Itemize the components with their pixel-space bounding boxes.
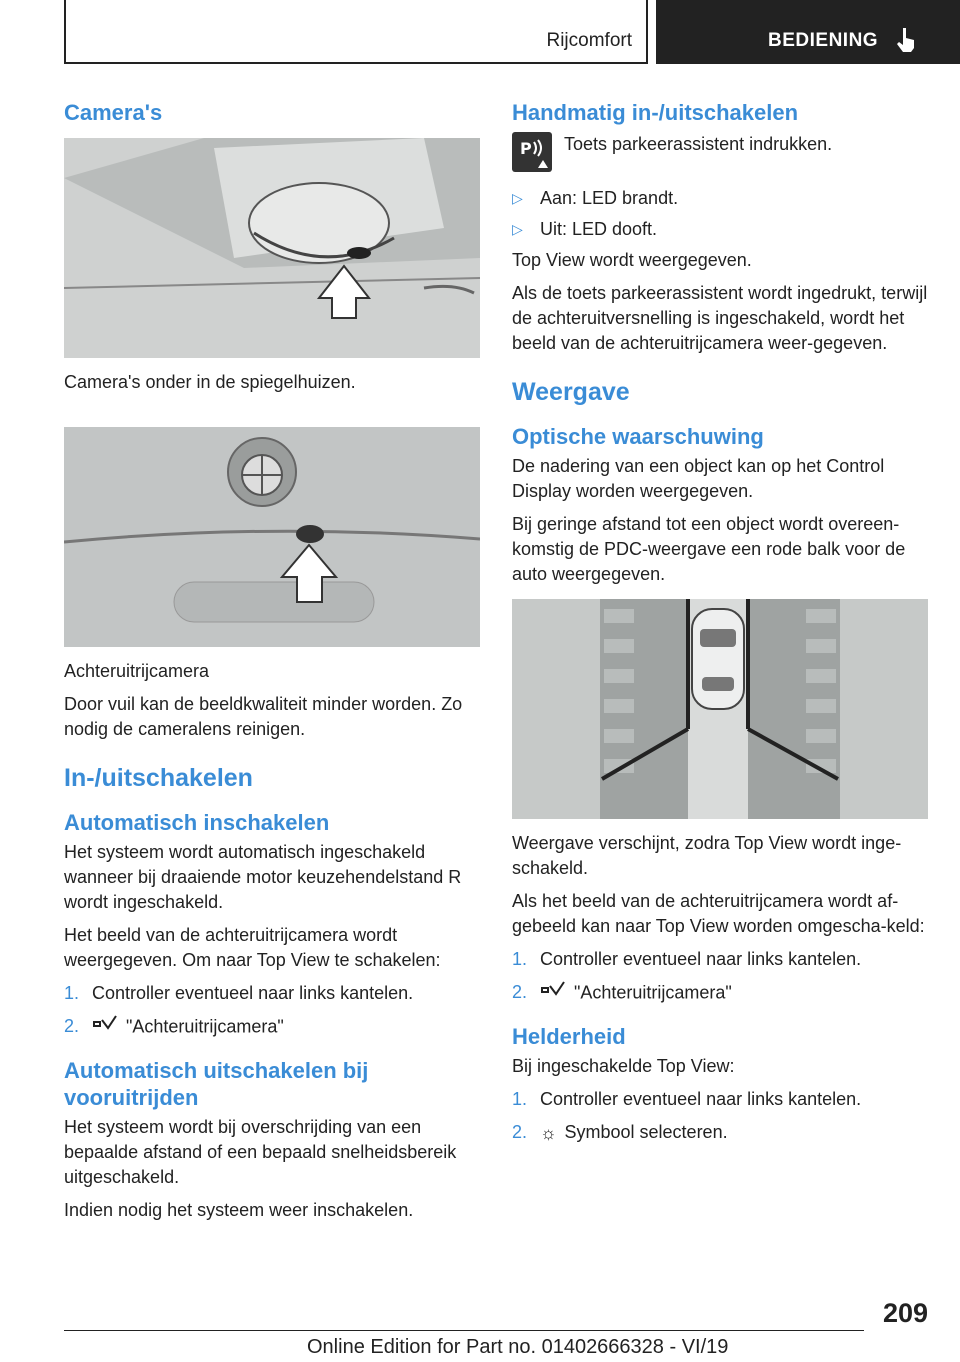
button-instruction: [512, 132, 928, 172]
page-number: 209: [882, 1298, 928, 1328]
left-steps: [64, 981, 480, 1041]
heading-optical: Optische waarschuwing: [512, 424, 764, 449]
paragraph-dirt: Door vuil kan de beeldkwaliteit minder worden. Zo nodig de cameralens reinigen.: [64, 694, 463, 739]
heading-manual: Handmatig in-/uitschakelen: [512, 100, 799, 125]
paragraph-topview: Top View wordt weergegeven.: [512, 250, 752, 270]
list-item: 2. "Achteruitrijcamera": [512, 980, 928, 1007]
list-item: ▷ Aan: LED brandt.: [512, 186, 928, 211]
paragraph-auto-off-2: Indien nodig het systeem weer inschakelen.: [64, 1200, 414, 1220]
edition-text: Online Edition for Part no. 01402666328 - VI/19: [307, 1336, 729, 1358]
list-item: ▷ Uit: LED dooft.: [512, 217, 928, 242]
header-chapter-box: [656, 0, 960, 64]
chapter-title: BEDIENING: [768, 30, 879, 51]
camera-view-icon: [540, 980, 566, 1007]
triangle-bullet-icon: ▷: [512, 190, 523, 206]
section-title: Rijcomfort: [546, 30, 632, 51]
paragraph-pressed: Als de toets parkeerassistent wordt ingedrukt, terwijl de achteruitversnelling is ingeschakeld, wordt het beeld van de achteruitrijcamera weer-gegeven.: [512, 283, 928, 353]
paragraph-auto-off-1: Het systeem wordt bij overschrijding van een bepaalde afstand of een bepaald snelheidsbereik uitgeschakeld.: [64, 1117, 457, 1187]
triangle-bullet-icon: ▷: [512, 221, 523, 237]
caption-mirror: Camera's onder in de spiegelhuizen.: [64, 372, 356, 392]
heading-cameras: Camera's: [64, 100, 163, 125]
heading-display: Weergave: [512, 378, 630, 406]
heading-auto-off: Automatisch uitschakelen bij vooruitrijden: [64, 1058, 369, 1110]
heading-onoff: In-/uitschakelen: [64, 764, 253, 792]
footer-divider: [64, 1330, 864, 1331]
left-column: [64, 100, 480, 1231]
mirror-camera-image: [64, 138, 480, 358]
paragraph-button: Toets parkeerassistent indrukken.: [564, 134, 833, 154]
park-assist-button-icon: [512, 132, 552, 172]
led-bullets: [512, 186, 928, 242]
list-item: 2. "Achteruitrijcamera": [64, 1014, 480, 1041]
paragraph-brightness: Bij ingeschakelde Top View:: [512, 1056, 735, 1076]
paragraph-auto-on-2: Het beeld van de achteruitrijcamera wordt weergegeven. Om naar Top View te schakelen:: [64, 925, 441, 970]
heading-auto-on: Automatisch inschakelen: [64, 810, 330, 835]
paragraph-optical-2: Bij geringe afstand tot een object wordt overeen-komstig de PDC-weergave een rode balk voor de auto weergegeven.: [512, 514, 906, 584]
paragraph-auto-on-1: Het systeem wordt automatisch ingeschakeld wanneer bij draaiende motor keuzehendelstand R wordt ingeschakeld.: [64, 842, 462, 912]
camera-view-icon: [92, 1014, 118, 1041]
list-item: 1. Controller eventueel naar links kantelen.: [512, 949, 862, 969]
list-item: 1. Controller eventueel naar links kantelen.: [64, 983, 414, 1003]
right-column: [512, 100, 928, 1154]
heading-brightness: Helderheid: [512, 1024, 626, 1049]
paragraph-switch: Als het beeld van de achteruitrijcamera wordt af-gebeeld kan naar Top View worden omgescha-keld:: [512, 891, 925, 936]
rear-camera-image: [64, 427, 480, 647]
right-steps: [512, 947, 928, 1007]
caption-view: Weergave verschijnt, zodra Top View wordt inge-schakeld.: [512, 833, 902, 878]
caption-rear-camera: Achteruitrijcamera: [64, 661, 210, 681]
list-item: 2. ☼ Symbool selecteren.: [512, 1120, 928, 1146]
top-view-image: [512, 599, 928, 819]
pointing-hand-icon: [896, 27, 918, 58]
header-section-box: [64, 0, 648, 64]
brightness-steps: [512, 1087, 928, 1146]
svg-text:P: P: [520, 139, 532, 158]
paragraph-optical-1: De nadering van een object kan op het Control Display worden weergegeven.: [512, 456, 885, 501]
list-item: 1. Controller eventueel naar links kantelen.: [512, 1089, 862, 1109]
brightness-icon: ☼: [540, 1122, 557, 1143]
